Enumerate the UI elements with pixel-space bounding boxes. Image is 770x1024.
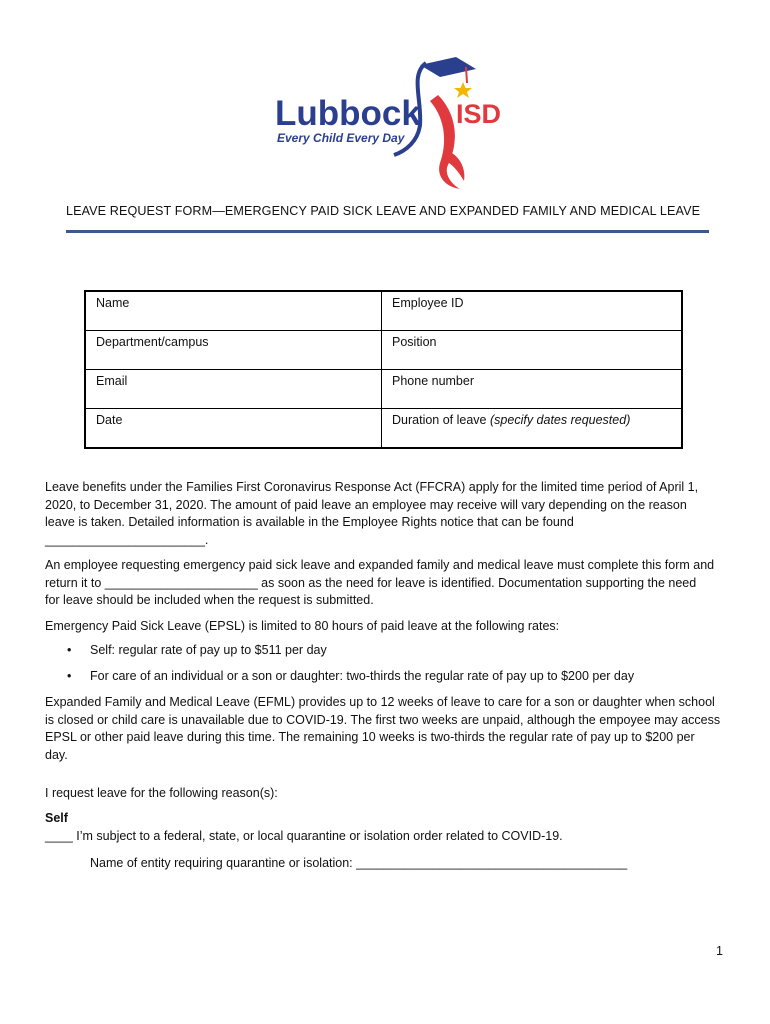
date-cell[interactable] <box>85 408 382 448</box>
epsl-intro: Emergency Paid Sick Leave (EPSL) is limited to 80 hours of paid leave at the following rates: <box>45 619 560 633</box>
employee-id-label: Employee ID <box>392 296 464 310</box>
epsl-rate-self: Self: regular rate of pay up to $511 per day <box>90 643 327 657</box>
phone-label: Phone number <box>392 373 475 388</box>
request-intro: I request leave for the following reason(s): <box>45 786 278 800</box>
duration-note: (specify dates requested) <box>490 412 631 427</box>
text-line: day. <box>45 747 68 762</box>
bullet-marker: • <box>67 669 72 683</box>
text-line: for leave should be included when the request is submitted. <box>45 593 374 607</box>
department-cell[interactable] <box>85 331 382 370</box>
logo-tagline: Every Child Every Day <box>277 131 405 145</box>
text-line: Expanded Family and Medical Leave (EFML) provides up to 12 weeks of leave to care for a son or daughter when school <box>45 695 715 709</box>
duration-cell[interactable] <box>382 408 683 448</box>
employee-id-cell[interactable] <box>382 291 683 331</box>
table-row <box>85 331 682 370</box>
quarantine-order-item[interactable]: ____ I’m subject to a federal, state, or local quarantine or isolation order related to COVID-19. <box>45 829 563 843</box>
title-divider <box>66 230 709 233</box>
phone-cell[interactable] <box>382 369 683 408</box>
logo-star <box>454 82 472 98</box>
name-label: Name <box>96 296 130 310</box>
ffcra-paragraph <box>45 479 735 549</box>
efml-paragraph <box>45 694 735 764</box>
table-row <box>85 369 682 408</box>
logo-isd: ISD <box>456 99 502 129</box>
text-line: leave is taken. Detailed information is available in the Employee Rights notice that can be found <box>45 515 574 529</box>
text-line: 2020, to December 31, 2020. The amount of paid leave an employee may receive will vary depending on the reason <box>45 497 687 512</box>
name-cell[interactable] <box>85 291 382 331</box>
quarantine-entity-line[interactable]: Name of entity requiring quarantine or isolation: _______________________________________ <box>90 856 628 870</box>
logo-wordmark: Lubbock <box>275 94 421 133</box>
text-line: Leave benefits under the Families First Coronavirus Response Act (FFCRA) apply for the limited time period of April 1, <box>45 480 699 494</box>
position-label: Position <box>392 335 437 349</box>
text-line: return it to ______________________ as soon as the need for leave is identified. Documentation supporting the need <box>45 575 697 590</box>
employee-info-table <box>84 290 683 449</box>
table-row <box>85 408 682 448</box>
text-line: An employee requesting emergency paid sick leave and expanded family and medical leave must complete this form and <box>45 558 715 572</box>
page-number: 1 <box>716 944 723 958</box>
self-heading: Self <box>45 811 68 825</box>
email-label: Email <box>96 373 128 388</box>
table-row <box>85 291 682 331</box>
email-cell[interactable] <box>85 369 382 408</box>
text-line: EPSL or other paid leave during this time. The remaining 10 weeks is two-thirds the regular rate of pay up to $200 per <box>45 730 695 744</box>
duration-label: Duration of leave <box>392 412 487 427</box>
logo-cap <box>420 57 476 77</box>
date-label: Date <box>96 412 123 427</box>
epsl-rate-care: For care of an individual or a son or daughter: two-thirds the regular rate of pay up to $200 per day <box>90 669 635 683</box>
submission-paragraph <box>45 557 735 610</box>
department-label: Department/campus <box>96 335 209 349</box>
text-line: _______________________. <box>45 532 209 547</box>
position-cell[interactable] <box>382 331 683 370</box>
bullet-marker: • <box>67 643 72 657</box>
form-title: LEAVE REQUEST FORM—EMERGENCY PAID SICK LEAVE AND EXPANDED FAMILY AND MEDICAL LEAVE <box>66 204 701 218</box>
text-line: is closed or child care is unavailable due to COVID-19. The first two weeks are unpaid, although the empoyee may access <box>45 712 721 727</box>
lubbock-isd-logo <box>270 55 515 195</box>
